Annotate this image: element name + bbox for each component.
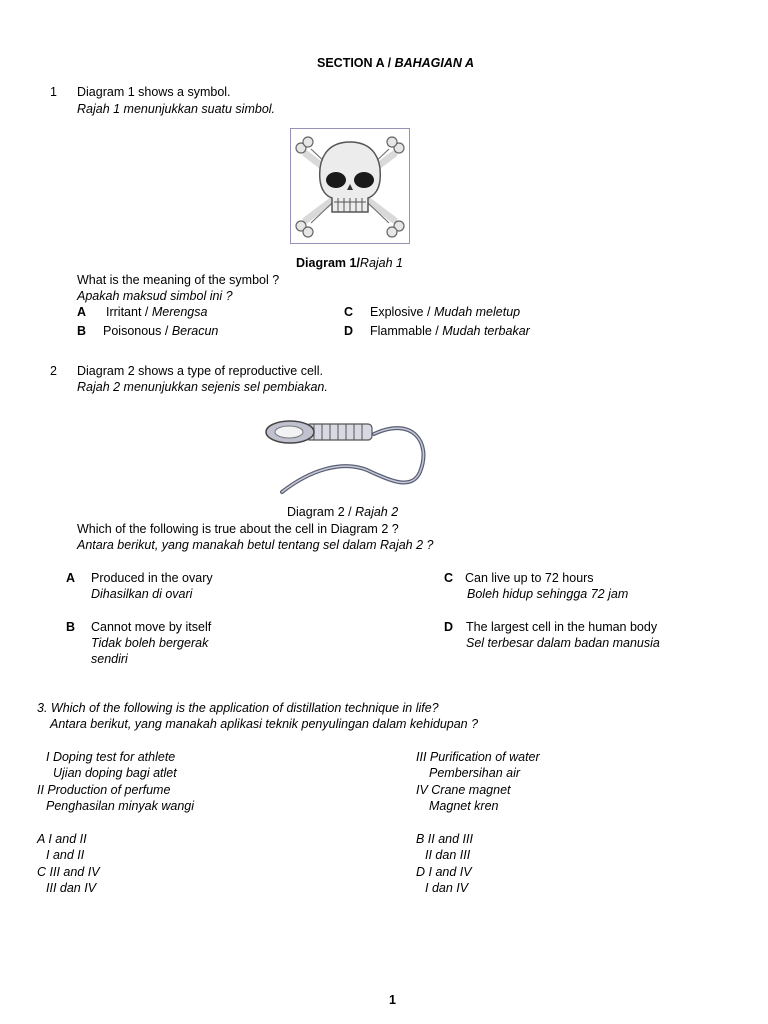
option-text-ms: I dan IV [425, 881, 469, 895]
q2-number: 2 [50, 364, 57, 378]
q1-option-d [344, 323, 530, 339]
q1-number: 1 [50, 85, 57, 99]
option-text-ms: I and II [46, 848, 85, 862]
option-letter: A [77, 305, 87, 319]
q3-option-a [37, 831, 87, 863]
option-text-ms: Beracun [171, 324, 219, 338]
option-text-ms: III dan IV [46, 881, 97, 895]
q3-stem-en: 3. Which of the following is the application of distillation technique in life? [37, 701, 439, 715]
option-text-ms: Dihasilkan di ovari [91, 587, 193, 601]
item-text-en: III Purification of water [416, 750, 540, 764]
q1-option-b [77, 323, 218, 339]
option-text-en: A I and II [37, 832, 87, 846]
option-text-en: Explosive / [370, 305, 431, 319]
q3-item-3 [416, 749, 540, 781]
option-text-ms: Boleh hidup sehingga 72 jam [467, 587, 629, 601]
option-text-ms-cont: sendiri [91, 652, 128, 666]
q2-stem-ms: Rajah 2 menunjukkan sejenis sel pembiakan. [77, 380, 328, 394]
option-letter: D [344, 324, 354, 338]
option-letter: C [344, 305, 354, 319]
item-text-en: IV Crane magnet [416, 783, 511, 797]
item-text-ms: Penghasilan minyak wangi [46, 799, 195, 813]
q1-caption-ms: Rajah 1 [359, 256, 404, 270]
q2-caption [287, 504, 398, 520]
option-text-ms: Merengsa [151, 305, 208, 319]
q2-option-b [66, 619, 211, 667]
q3-item-2 [37, 782, 194, 814]
q1-question-en: What is the meaning of the symbol ? [77, 273, 280, 287]
q2-option-c [444, 570, 628, 602]
q1-stem-ms: Rajah 1 menunjukkan suatu simbol. [77, 102, 276, 116]
section-title [317, 55, 474, 71]
option-text-ms: Mudah terbakar [442, 324, 530, 338]
option-text-en: Flammable / [370, 324, 439, 338]
option-text-en: Cannot move by itself [91, 620, 212, 634]
option-text-en: C III and IV [37, 865, 100, 879]
q1-question-ms: Apakah maksud simbol ini ? [77, 289, 233, 303]
option-letter: B [66, 620, 76, 634]
q2-question-en: Which of the following is true about the cell in Diagram 2 ? [77, 522, 399, 536]
q1-caption [296, 255, 403, 271]
option-letter: D [444, 620, 454, 634]
option-text-en: Poisonous / [103, 324, 169, 338]
item-text-en: I Doping test for athlete [46, 750, 176, 764]
q2-caption-ms: Rajah 2 [355, 505, 399, 519]
q2-option-a [66, 570, 213, 602]
item-text-ms: Ujian doping bagi atlet [53, 766, 177, 780]
section-title-ms: BAHAGIAN A [394, 56, 474, 70]
q2-option-d [444, 619, 660, 651]
option-text-ms: Sel terbesar dalam badan manusia [466, 636, 660, 650]
option-text-en: Can live up to 72 hours [465, 571, 594, 585]
option-letter: B [77, 324, 87, 338]
option-text-ms: Tidak boleh bergerak [91, 636, 209, 650]
option-text-ms: II dan III [425, 848, 471, 862]
option-text-en: D I and IV [416, 865, 472, 879]
q1-stem-en: Diagram 1 shows a symbol. [77, 85, 231, 99]
q3-option-d [416, 864, 472, 896]
option-text-en: B II and III [416, 832, 473, 846]
page-number: 1 [389, 993, 396, 1007]
q3-item-4 [416, 782, 511, 814]
skull-crossbones-icon [290, 128, 410, 244]
q1-option-a [77, 304, 207, 320]
option-text-en: Irritant / [106, 305, 149, 319]
item-text-en: II Production of perfume [37, 783, 171, 797]
item-text-ms: Pembersihan air [429, 766, 521, 780]
q3-option-b [416, 831, 473, 863]
q3-option-c [37, 864, 100, 896]
option-text-ms: Mudah meletup [433, 305, 521, 319]
section-title-en: SECTION A / [317, 56, 392, 70]
q2-stem-en: Diagram 2 shows a type of reproductive cell. [77, 364, 323, 378]
q2-question-ms: Antara berikut, yang manakah betul tentang sel dalam Rajah 2 ? [77, 538, 434, 552]
option-text-en: The largest cell in the human body [466, 620, 658, 634]
q1-option-c [344, 304, 520, 320]
q3-stem-ms: Antara berikut, yang manakah aplikasi teknik penyulingan dalam kehidupan ? [50, 717, 479, 731]
item-text-ms: Magnet kren [429, 799, 499, 813]
q3-item-1 [46, 749, 177, 781]
option-text-en: Produced in the ovary [91, 571, 213, 585]
option-letter: A [66, 571, 76, 585]
q2-caption-en: Diagram 2 / [287, 505, 352, 519]
sperm-cell-icon [262, 412, 428, 496]
option-letter: C [444, 571, 454, 585]
q1-caption-en: Diagram 1/ [296, 256, 360, 270]
